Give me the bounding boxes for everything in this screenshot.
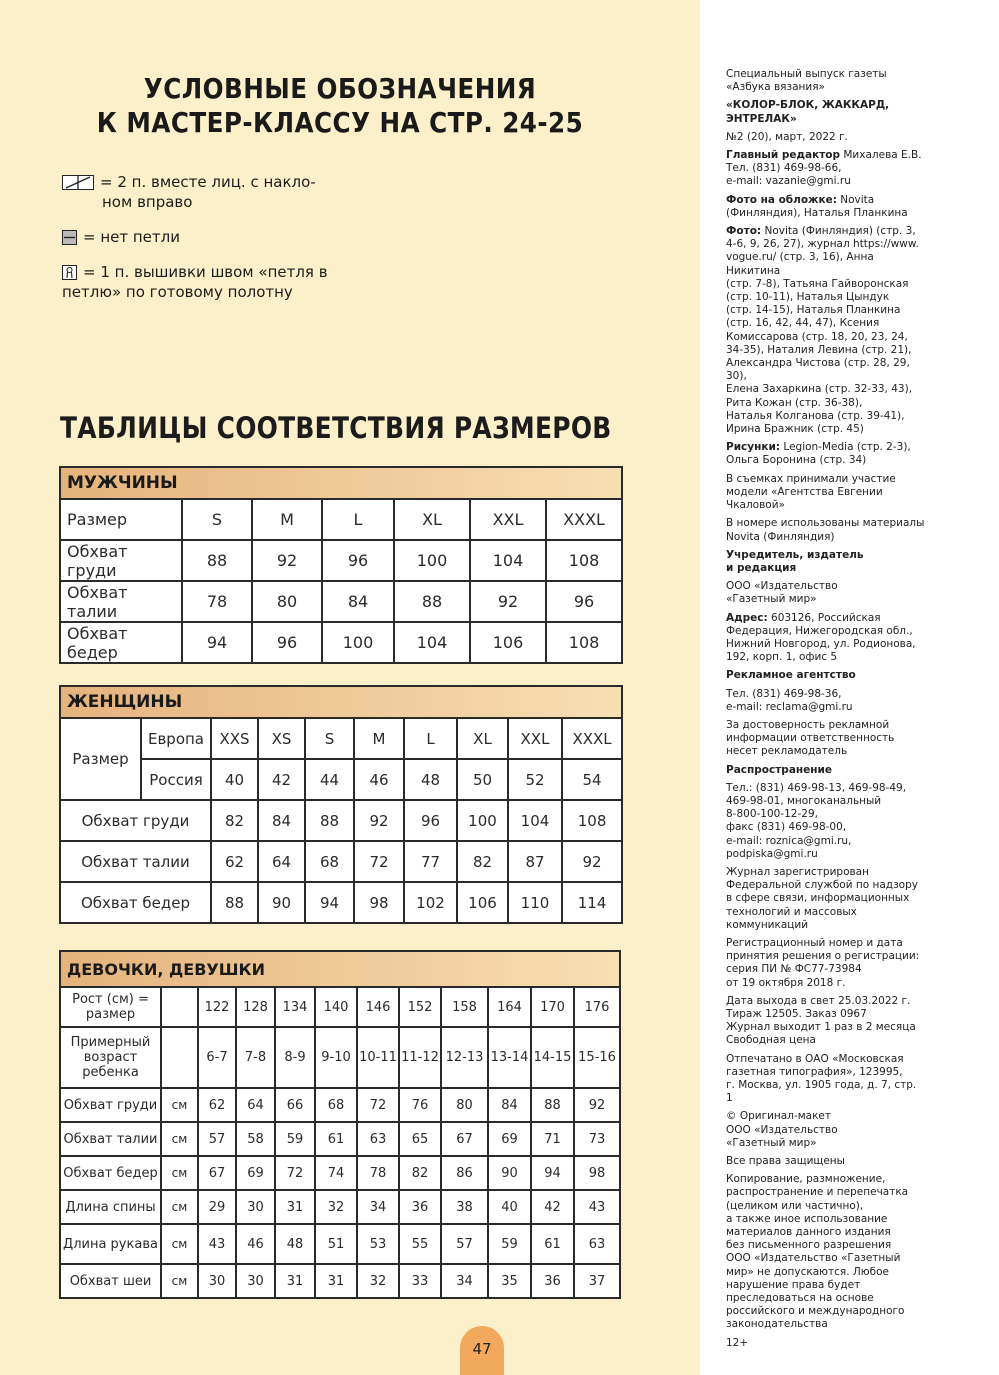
page-number: 47 [460, 1326, 504, 1375]
table-cell: 72 [354, 841, 404, 882]
table-cell: 42 [531, 1190, 574, 1224]
table-cell: 102 [404, 882, 457, 923]
table-cell: 152 [399, 987, 441, 1027]
table-cell: см [161, 1088, 198, 1122]
table-cell: 65 [399, 1122, 441, 1156]
table-cell: S [182, 499, 252, 540]
table-cell: 90 [258, 882, 305, 923]
credits-paragraph [726, 1155, 926, 1168]
table-cell: 46 [236, 1224, 275, 1264]
table-cell: 62 [211, 841, 258, 882]
table-cell: 46 [354, 759, 404, 800]
girls-size-table [59, 950, 621, 1299]
table-cell: 92 [562, 841, 622, 882]
table-cell: 98 [574, 1156, 620, 1190]
table-row [60, 1264, 620, 1298]
table-cell: 68 [305, 841, 354, 882]
credits-paragraph [726, 99, 926, 125]
table-cell: 13-14 [488, 1027, 531, 1088]
table-cell: XXXL [562, 718, 622, 759]
table-cell: 61 [315, 1122, 357, 1156]
table-cell: 164 [488, 987, 531, 1027]
table-cell: 104 [470, 540, 546, 581]
table-cell: 43 [198, 1224, 236, 1264]
table-cell: 31 [275, 1264, 315, 1298]
credits-paragraph [726, 1053, 926, 1106]
table-cell: 114 [562, 882, 622, 923]
table-cell: 50 [457, 759, 508, 800]
table-cell: Обхват бедер [60, 622, 182, 663]
table-cell: 170 [531, 987, 574, 1027]
women-size-table [59, 685, 623, 924]
credits-text: Тел.: (831) 469-98-13, 469-98-49, 469-98-01, многоканальный 8-800-100-12-29, факс (831) 469-98-00, e-mail: roznica@gmi.ru, podpiska@gmi.ru [726, 781, 907, 860]
table-row [60, 882, 622, 923]
table-cell: 94 [182, 622, 252, 663]
girls-table-title: ДЕВОЧКИ, ДЕВУШКИ [60, 951, 620, 987]
credits-text: Специальный выпуск газеты «Азбука вязания» [726, 68, 887, 94]
legend-title [94, 72, 587, 140]
table-cell: 40 [488, 1190, 531, 1224]
table-cell: 100 [322, 622, 394, 663]
table-cell: 10-11 [357, 1027, 399, 1088]
table-cell: 67 [441, 1122, 488, 1156]
table-cell: 104 [508, 800, 562, 841]
table-cell: 96 [322, 540, 394, 581]
table-cell: 98 [354, 882, 404, 923]
credits-paragraph [726, 719, 926, 759]
table-cell: 78 [357, 1156, 399, 1190]
table-cell: 96 [404, 800, 457, 841]
table-cell: 86 [441, 1156, 488, 1190]
table-cell: 55 [399, 1224, 441, 1264]
table-cell: 32 [315, 1190, 357, 1224]
table-cell: 88 [394, 581, 470, 622]
table-cell: XL [394, 499, 470, 540]
credits-heading: Главный редактор [726, 149, 841, 162]
table-cell: Длина спины [60, 1190, 161, 1224]
credits-paragraph [726, 68, 926, 94]
table-cell: 48 [275, 1224, 315, 1264]
credits-text: Регистрационный номер и дата принятия решения о регистрации: серия ПИ № ФС77-73984 от 19 октября 2018 г. [726, 936, 920, 989]
table-cell: 35 [488, 1264, 531, 1298]
legend-item-no-stitch [62, 227, 362, 247]
table-cell: 106 [470, 622, 546, 663]
table-row [60, 1122, 620, 1156]
imprint-credits [726, 68, 926, 1355]
table-cell: 40 [211, 759, 258, 800]
table-cell: см [161, 1224, 198, 1264]
table-cell: 90 [488, 1156, 531, 1190]
table-cell: 36 [531, 1264, 574, 1298]
legend-title-line1: УСЛОВНЫЕ ОБОЗНАЧЕНИЯ [143, 72, 537, 105]
table-cell: 34 [441, 1264, 488, 1298]
legend-item-k2tog [62, 172, 362, 212]
table-cell: 42 [258, 759, 305, 800]
credits-text: 603126, Российская Федерация, Нижегородская обл., Нижний Новгород, ул. Родионова, 192, корп. 1, офис 5 [726, 611, 916, 664]
table-cell: 66 [275, 1088, 315, 1122]
table-cell: 84 [322, 581, 394, 622]
table-cell: L [404, 718, 457, 759]
table-row [60, 540, 622, 581]
table-cell: S [305, 718, 354, 759]
legend-item-text: = 1 п. вышивки швом «петля в [83, 263, 328, 281]
k2tog-right-slant-icon [62, 175, 94, 190]
table-cell: XXXL [546, 499, 622, 540]
table-cell: 88 [305, 800, 354, 841]
table-cell: 30 [236, 1264, 275, 1298]
men-size-table [59, 466, 623, 664]
table-cell: Обхват груди [60, 1088, 161, 1122]
table-cell: 62 [198, 1088, 236, 1122]
table-cell: 69 [236, 1156, 275, 1190]
table-cell: 106 [457, 882, 508, 923]
credits-paragraph [726, 612, 926, 665]
table-cell: 104 [394, 622, 470, 663]
credits-paragraph [726, 1173, 926, 1331]
legend-item-text: = 2 п. вместе лиц. с накло- [100, 173, 316, 191]
table-cell: 30 [198, 1264, 236, 1298]
table-cell: 38 [441, 1190, 488, 1224]
table-cell: 92 [574, 1088, 620, 1122]
table-row [60, 759, 622, 800]
table-cell: 31 [275, 1190, 315, 1224]
table-cell: Обхват талии [60, 581, 182, 622]
table-cell: 73 [574, 1122, 620, 1156]
table-cell: 59 [275, 1122, 315, 1156]
table-cell: Размер [60, 718, 141, 800]
table-row [60, 1224, 620, 1264]
credits-heading: Фото на обложке: [726, 193, 837, 206]
table-row [60, 841, 622, 882]
table-cell: 176 [574, 987, 620, 1027]
table-cell [161, 1027, 198, 1088]
table-cell: 48 [404, 759, 457, 800]
table-cell: Обхват груди [60, 540, 182, 581]
table-cell: Размер [60, 499, 182, 540]
table-cell: XXL [508, 718, 562, 759]
table-cell: 76 [399, 1088, 441, 1122]
women-table-title: ЖЕНЩИНЫ [60, 686, 622, 718]
table-cell: M [252, 499, 322, 540]
table-cell: 9-10 [315, 1027, 357, 1088]
table-cell: 82 [457, 841, 508, 882]
table-cell: 140 [315, 987, 357, 1027]
table-row [60, 581, 622, 622]
credits-text: Отпечатано в ОАО «Московская газетная типография», 123995, г. Москва, ул. 1905 года, д. 7, стр. 1 [726, 1052, 917, 1105]
table-cell: 6-7 [198, 1027, 236, 1088]
table-cell: 94 [305, 882, 354, 923]
table-cell: 72 [275, 1156, 315, 1190]
credits-paragraph [726, 669, 926, 682]
table-cell: 64 [236, 1088, 275, 1122]
legend-item-text: = нет петли [83, 228, 180, 246]
no-stitch-icon [62, 230, 77, 245]
credits-paragraph [726, 580, 926, 606]
table-cell: 44 [305, 759, 354, 800]
table-cell: 88 [211, 882, 258, 923]
table-cell: 87 [508, 841, 562, 882]
credits-text: Копирование, размножение, распространение и перепечатка (целиком или частично), а также иное использование материалов данного издания без письменного разрешения ООО «Издательство «Газетный мир» не допускаются. Любое нарушение права будет преследоваться на основе российского и международного законодательства [726, 1173, 909, 1331]
table-cell: 71 [531, 1122, 574, 1156]
credits-text: В номере использованы материалы Novita (Финляндия) [726, 517, 925, 543]
table-cell: 88 [531, 1088, 574, 1122]
table-cell: см [161, 1122, 198, 1156]
table-cell: 54 [562, 759, 622, 800]
table-cell: 64 [258, 841, 305, 882]
legend-item-text-cont: петлю» по готовому полотну [62, 283, 293, 301]
table-cell: 128 [236, 987, 275, 1027]
table-row [60, 987, 620, 1027]
table-cell: Обхват шеи [60, 1264, 161, 1298]
legend-item-text-cont: ном вправо [102, 193, 193, 211]
table-cell: M [354, 718, 404, 759]
table-cell: Европа [141, 718, 211, 759]
table-cell: 59 [488, 1224, 531, 1264]
table-cell: 53 [357, 1224, 399, 1264]
table-cell: 82 [211, 800, 258, 841]
table-cell: 67 [198, 1156, 236, 1190]
table-cell: 82 [399, 1156, 441, 1190]
credits-paragraph [726, 1110, 926, 1150]
credits-paragraph [726, 688, 926, 714]
table-cell: 80 [252, 581, 322, 622]
table-cell: Обхват талии [60, 841, 211, 882]
table-cell: 14-15 [531, 1027, 574, 1088]
credits-text: 12+ [726, 1336, 749, 1349]
table-cell: 108 [562, 800, 622, 841]
table-cell: 34 [357, 1190, 399, 1224]
table-cell: 74 [315, 1156, 357, 1190]
legend-item-loop-embroidery [62, 262, 362, 302]
credits-paragraph [726, 517, 926, 543]
table-cell: 63 [574, 1224, 620, 1264]
credits-heading: Фото: [726, 225, 762, 238]
credits-text: Novita (Финляндия), Наталья Планкина [726, 193, 908, 219]
table-cell: Обхват бедер [60, 1156, 161, 1190]
table-cell: 36 [399, 1190, 441, 1224]
table-cell: 29 [198, 1190, 236, 1224]
table-cell: 100 [394, 540, 470, 581]
table-row [60, 1190, 620, 1224]
table-cell: 158 [441, 987, 488, 1027]
credits-heading: Рисунки: [726, 441, 781, 454]
table-cell: 43 [574, 1190, 620, 1224]
table-cell: см [161, 1156, 198, 1190]
table-cell: 12-13 [441, 1027, 488, 1088]
table-row [60, 800, 622, 841]
table-cell: XXL [470, 499, 546, 540]
table-cell: 94 [531, 1156, 574, 1190]
table-cell [161, 987, 198, 1027]
credits-paragraph [726, 441, 926, 467]
table-cell: 33 [399, 1264, 441, 1298]
table-cell: 80 [441, 1088, 488, 1122]
credits-text: В съемках принимали участие модели «Агентства Евгении Чкаловой» [726, 472, 896, 512]
credits-text: Legion-Media (стр. 2-3), Ольга Боронина (стр. 34) [726, 441, 911, 467]
credits-text: Михалева Е.В. Тел. (831) 469-98-66, e-mail: vazanie@gmi.ru [726, 149, 922, 188]
table-cell: Обхват талии [60, 1122, 161, 1156]
credits-paragraph [726, 1337, 926, 1350]
table-cell: 58 [236, 1122, 275, 1156]
credits-paragraph [726, 995, 926, 1048]
table-cell: 92 [470, 581, 546, 622]
table-cell: 84 [258, 800, 305, 841]
credits-paragraph [726, 549, 926, 575]
table-cell: 146 [357, 987, 399, 1027]
table-cell: 37 [574, 1264, 620, 1298]
table-cell: Обхват бедер [60, 882, 211, 923]
table-cell: 8-9 [275, 1027, 315, 1088]
credits-heading: Адрес: [726, 611, 768, 624]
table-cell: 30 [236, 1190, 275, 1224]
table-cell: см [161, 1190, 198, 1224]
table-cell: XL [457, 718, 508, 759]
credits-text: Тел. (831) 469-98-36, e-mail: reclama@gmi.ru [726, 687, 853, 713]
table-cell: Обхват груди [60, 800, 211, 841]
table-cell: 57 [198, 1122, 236, 1156]
credits-text: За достоверность рекламной информации ответственность несет рекламодатель [726, 718, 895, 758]
table-cell: 11-12 [399, 1027, 441, 1088]
credits-heading: Распространение [726, 763, 833, 776]
credits-paragraph [726, 149, 926, 189]
table-cell: 15-16 [574, 1027, 620, 1088]
table-cell: XXS [211, 718, 258, 759]
table-cell: 108 [546, 622, 622, 663]
credits-paragraph [726, 473, 926, 513]
table-cell: 134 [275, 987, 315, 1027]
table-cell: 92 [354, 800, 404, 841]
table-cell: 122 [198, 987, 236, 1027]
table-cell: 96 [252, 622, 322, 663]
table-cell: L [322, 499, 394, 540]
table-cell: Длина рукава [60, 1224, 161, 1264]
table-cell: Россия [141, 759, 211, 800]
table-cell: 63 [357, 1122, 399, 1156]
credits-paragraph [726, 225, 926, 436]
loop-embroidery-icon [62, 265, 77, 280]
table-cell: 100 [457, 800, 508, 841]
table-cell: 7-8 [236, 1027, 275, 1088]
table-cell: Примерный возраст ребенка [60, 1027, 161, 1088]
credits-text: №2 (20), март, 2022 г. [726, 130, 848, 143]
table-cell: 57 [441, 1224, 488, 1264]
table-cell: 69 [488, 1122, 531, 1156]
size-tables-title: ТАБЛИЦЫ СООТВЕТСТВИЯ РАЗМЕРОВ [60, 411, 612, 445]
table-cell: 96 [546, 581, 622, 622]
table-row [60, 1088, 620, 1122]
table-cell: 88 [182, 540, 252, 581]
table-cell: XS [258, 718, 305, 759]
table-cell: 110 [508, 882, 562, 923]
table-cell: 72 [357, 1088, 399, 1122]
table-cell: 77 [404, 841, 457, 882]
table-row [60, 1156, 620, 1190]
credits-paragraph [726, 764, 926, 777]
table-cell: 92 [252, 540, 322, 581]
credits-text: Дата выхода в свет 25.03.2022 г. Тираж 12505. Заказ 0967 Журнал выходит 1 раз в 2 месяца Свободная цена [726, 994, 916, 1047]
table-cell: 51 [315, 1224, 357, 1264]
table-row [60, 499, 622, 540]
credits-text: Novita (Финляндия) (стр. 3, 4-6, 9, 26, 27), журнал https://www. vogue.ru/ (стр. 3, 16), Анна Никитина (стр. 7-8), Татьяна Гайворонская (стр. 10-11), Наталья Цындук (стр. 14-15), Наталья Планкина (стр. 16, 42, 44, 47), Ксения Комиссарова (стр. 18, 20, 23, 24, 34-35), Наталия Левина (стр. 21), Александра Чистова (стр. 28, 29, 30), Елена Захаркина (стр. 32-33, 43), Рита Кожан (стр. 36-38), Наталья Колганова (стр. 39-41), Ирина Бражник (стр. 45) [726, 225, 919, 436]
table-row [60, 622, 622, 663]
table-cell: 84 [488, 1088, 531, 1122]
table-row [60, 718, 622, 759]
credits-paragraph [726, 782, 926, 861]
table-cell: 32 [357, 1264, 399, 1298]
credits-paragraph [726, 937, 926, 990]
men-table-title: МУЖЧИНЫ [60, 467, 622, 499]
table-cell: 108 [546, 540, 622, 581]
table-cell: 31 [315, 1264, 357, 1298]
table-cell: 78 [182, 581, 252, 622]
table-cell: см [161, 1264, 198, 1298]
table-cell: 61 [531, 1224, 574, 1264]
credits-heading: Учредитель, издатель и редакция [726, 548, 864, 574]
table-cell: 68 [315, 1088, 357, 1122]
table-cell: Рост (см) = размер [60, 987, 161, 1027]
legend-title-line2: К МАСТЕР-КЛАССУ НА СТР. 24-25 [96, 106, 584, 139]
credits-text: Журнал зарегистрирован Федеральной службой по надзору в сфере связи, информационных технологий и массовых коммуникаций [726, 865, 918, 931]
credits-text: ООО «Издательство «Газетный мир» [726, 580, 838, 606]
credits-paragraph [726, 131, 926, 144]
credits-text: Все права защищены [726, 1155, 845, 1168]
credits-paragraph [726, 866, 926, 932]
table-cell: 52 [508, 759, 562, 800]
credits-paragraph [726, 194, 926, 220]
credits-heading: Рекламное агентство [726, 669, 856, 682]
credits-heading: «КОЛОР-БЛОК, ЖАККАРД, ЭНТРЕЛАК» [726, 99, 890, 125]
table-row [60, 1027, 620, 1088]
credits-text: © Оригинал-макет ООО «Издательство «Газетный мир» [726, 1110, 838, 1149]
